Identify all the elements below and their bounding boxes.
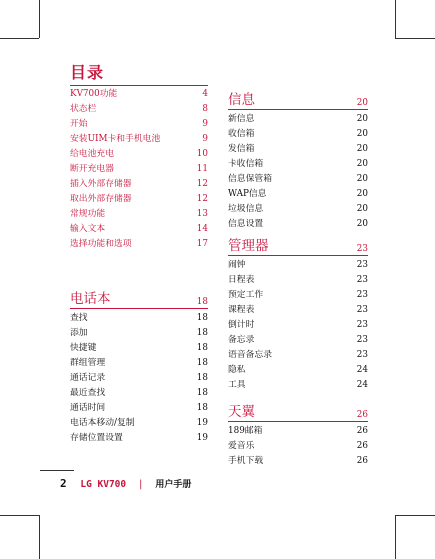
toc-entry[interactable] [70,87,208,102]
entry-label: 添加 [70,328,88,338]
entry-label: KV700功能 [70,89,118,99]
organizer-list [228,258,368,393]
toc-entry[interactable] [228,217,368,232]
entry-page-number: 20 [356,204,368,214]
toc-entry[interactable] [228,303,368,318]
entry-page-number: 23 [356,275,368,285]
entry-page-number: 10 [196,149,208,159]
toc-entry[interactable] [70,147,208,162]
crop-mark [395,515,396,559]
entry-page-number: 26 [356,441,368,451]
entry-label: 收信箱 [228,129,255,139]
entry-page-number: 12 [196,194,208,204]
toc-entry[interactable] [70,237,208,252]
messages-page: 20 [356,98,368,108]
entry-label: 最近查找 [70,388,106,398]
entry-page-number: 20 [356,129,368,139]
entry-page-number: 18 [196,403,208,413]
footer-brand: LG KV700 [80,479,127,490]
phonebook-section [70,287,208,446]
entry-label: 信息设置 [228,219,264,229]
entry-page-number: 9 [202,119,208,129]
toc-entry[interactable] [70,431,208,446]
crop-mark [395,515,435,516]
toc-entry[interactable] [228,258,368,273]
toc-entry[interactable] [228,348,368,363]
entry-label: 预定工作 [228,290,264,300]
toc-entry[interactable] [70,341,208,356]
entry-label: 通话时间 [70,403,106,413]
entry-label: 电话本移动/复制 [70,418,135,428]
toc-entry[interactable] [228,112,368,127]
entry-label: 新信息 [228,114,255,124]
toc-entry[interactable] [70,177,208,192]
page-title: 目录 [70,63,105,82]
entry-page-number: 18 [196,388,208,398]
phonebook-page: 18 [196,297,208,307]
entry-label: WAP信息 [228,189,267,199]
entry-label: 状态栏 [70,104,97,114]
toc-entry[interactable] [70,132,208,147]
entry-label: 插入外部存储器 [70,179,132,189]
entry-page-number: 18 [196,328,208,338]
toc-entry[interactable] [228,142,368,157]
entry-label: 开始 [70,119,88,129]
phonebook-heading [70,287,208,309]
entry-label: 群组管理 [70,358,106,368]
entry-page-number: 14 [196,224,208,234]
entry-label: 爱音乐 [228,441,255,451]
entry-label: 输入文本 [70,224,106,234]
toc-entry[interactable] [70,207,208,222]
page-number: 2 [60,477,67,490]
contents-list [70,85,208,252]
crop-mark [395,0,396,38]
messages-list [228,112,368,232]
entry-page-number: 18 [196,358,208,368]
entry-label: 选择功能和选项 [70,239,132,249]
entry-label: 189邮箱 [228,426,263,436]
toc-entry[interactable] [228,363,368,378]
entry-label: 备忘录 [228,335,255,345]
tianyi-section [228,400,368,469]
toc-entry[interactable] [228,127,368,142]
toc-entry[interactable] [228,202,368,217]
organizer-section [228,234,368,393]
toc-entry[interactable] [228,378,368,393]
entry-label: 倒计时 [228,320,255,330]
entry-label: 取出外部存储器 [70,194,132,204]
toc-entry[interactable] [70,117,208,132]
toc-entry[interactable] [70,162,208,177]
entry-page-number: 23 [356,335,368,345]
crop-mark [0,515,39,516]
entry-page-number: 11 [196,164,208,174]
entry-label: 安装UIM卡和手机电池 [70,134,161,144]
toc-entry[interactable] [228,172,368,187]
entry-page-number: 17 [196,239,208,249]
entry-label: 日程表 [228,275,255,285]
tianyi-list [228,424,368,469]
phonebook-list [70,311,208,446]
toc-entry[interactable] [70,371,208,386]
entry-label: 课程表 [228,305,255,315]
entry-label: 给电池充电 [70,149,114,159]
entry-label: 存储位置设置 [70,433,123,443]
toc-entry[interactable] [228,424,368,439]
entry-label: 手机下载 [228,456,264,466]
entry-page-number: 20 [356,189,368,199]
entry-page-number: 23 [356,305,368,315]
crop-mark [39,0,40,38]
footer-separator: | [137,479,144,490]
toc-entry[interactable] [70,102,208,117]
toc-entry[interactable] [70,356,208,371]
toc-entry[interactable] [70,386,208,401]
entry-label: 发信箱 [228,144,255,154]
entry-page-number: 26 [356,426,368,436]
entry-page-number: 20 [356,219,368,229]
organizer-title: 管理器 [228,238,269,254]
entry-label: 通话记录 [70,373,106,383]
entry-label: 垃圾信息 [228,204,264,214]
toc-entry[interactable] [70,222,208,237]
tianyi-title: 天翼 [228,404,255,420]
tianyi-heading [228,400,368,422]
entry-label: 闹钟 [228,260,246,270]
toc-entry[interactable] [70,416,208,431]
entry-label: 语音备忘录 [228,350,272,360]
entry-page-number: 12 [196,179,208,189]
toc-entry[interactable] [228,439,368,454]
footer-rule [40,470,74,471]
entry-page-number: 20 [356,114,368,124]
toc-entry[interactable] [228,273,368,288]
entry-page-number: 19 [196,433,208,443]
entry-label: 查找 [70,313,88,323]
entry-page-number: 26 [356,456,368,466]
toc-entry[interactable] [228,333,368,348]
entry-page-number: 23 [356,260,368,270]
crop-mark [39,515,40,559]
toc-entry[interactable] [228,157,368,172]
entry-page-number: 20 [356,144,368,154]
footer-manual-label: 用户手册 [155,480,192,490]
entry-page-number: 23 [356,290,368,300]
toc-entry[interactable] [70,401,208,416]
toc-entry[interactable] [228,454,368,469]
entry-page-number: 8 [202,104,208,114]
entry-page-number: 4 [202,89,208,99]
tianyi-page: 26 [356,410,368,420]
entry-page-number: 13 [196,209,208,219]
entry-label: 常规功能 [70,209,106,219]
toc-entry[interactable] [70,311,208,326]
toc-entry[interactable] [70,326,208,341]
toc-entry[interactable] [228,187,368,202]
entry-label: 卡收信箱 [228,159,264,169]
entry-page-number: 18 [196,373,208,383]
entry-label: 快捷键 [70,343,97,353]
organizer-heading [228,234,368,256]
toc-entry[interactable] [70,192,208,207]
messages-title: 信息 [228,92,255,108]
entry-label: 信息保管箱 [228,174,272,184]
entry-label: 隐私 [228,365,246,375]
page-footer [60,477,191,490]
entry-page-number: 20 [356,174,368,184]
phonebook-title: 电话本 [70,291,111,307]
entry-page-number: 9 [202,134,208,144]
messages-heading [228,88,368,110]
entry-page-number: 23 [356,350,368,360]
entry-page-number: 23 [356,320,368,330]
entry-page-number: 18 [196,313,208,323]
organizer-page: 23 [356,244,368,254]
messages-section [228,88,368,232]
toc-entry[interactable] [228,288,368,303]
entry-page-number: 19 [196,418,208,428]
entry-page-number: 24 [356,365,368,375]
crop-mark [395,38,435,39]
toc-entry[interactable] [228,318,368,333]
entry-page-number: 20 [356,159,368,169]
entry-label: 工具 [228,380,246,390]
entry-label: 断开充电器 [70,164,114,174]
crop-mark [0,38,39,39]
entry-page-number: 24 [356,380,368,390]
entry-page-number: 18 [196,343,208,353]
